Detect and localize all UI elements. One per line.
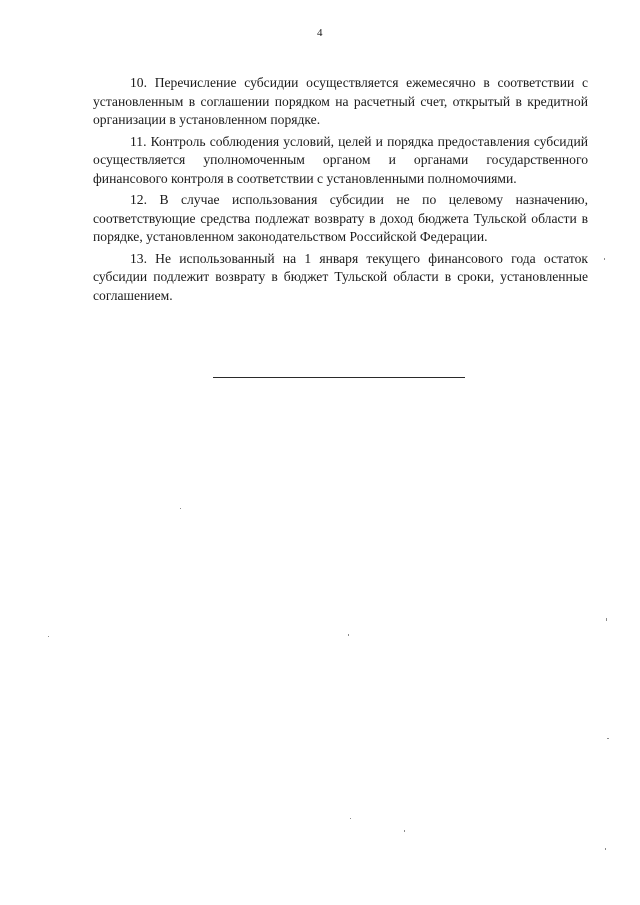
scan-speck bbox=[605, 848, 606, 850]
document-body bbox=[93, 74, 588, 308]
page-number: 4 bbox=[317, 27, 323, 39]
scan-speck bbox=[180, 508, 181, 509]
paragraph-10: 10. Перечисление субсидии осуществляется ежемесячно в соответствии с установленным в соглашении порядком на расчетный счет, открытый в кредитной организации в установленном порядке. bbox=[93, 75, 588, 127]
scan-speck bbox=[607, 738, 609, 739]
paragraph-13: 13. Не использованный на 1 января текущего финансового года остаток субсидии подлежит возврату в бюджет Тульской области в сроки, установленные соглашением. bbox=[93, 250, 588, 303]
scan-speck bbox=[606, 618, 607, 621]
scan-speck bbox=[48, 636, 49, 637]
paragraph-12: 12. В случае использования субсидии не по целевому назначению, соответствующие средства подлежат возврату в доход бюджета Тульской области в порядке, установленном законодательством Российской Федерации. bbox=[93, 192, 588, 244]
paragraph-11: 11. Контроль соблюдения условий, целей и порядка предоставления субсидий осуществляется уполномоченным органом и органами государственного финансового контроля в соответствии с установленными полномочиями. bbox=[93, 133, 588, 186]
scan-speck bbox=[604, 258, 605, 260]
scan-speck bbox=[404, 830, 405, 832]
closing-rule bbox=[213, 377, 465, 378]
scan-speck bbox=[350, 818, 351, 819]
scan-speck bbox=[348, 634, 349, 636]
